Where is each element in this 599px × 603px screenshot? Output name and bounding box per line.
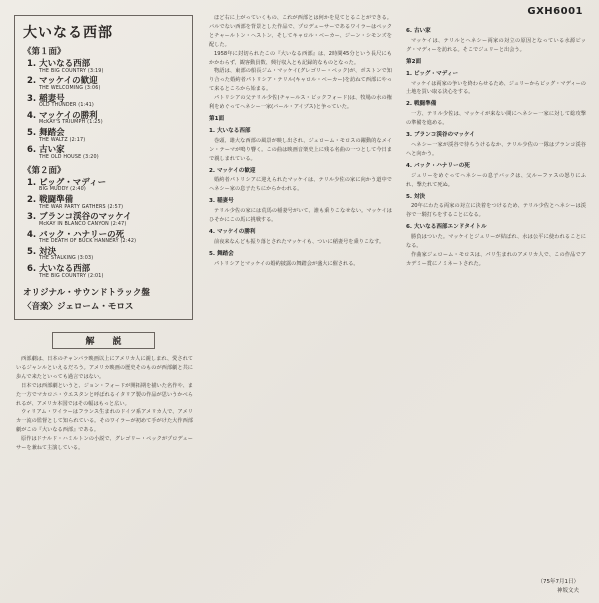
track-english-title: THE BIG COUNTRY (2:01) (39, 273, 104, 279)
commentary-header-a: 解 (85, 337, 95, 347)
tracklist-title: 大いなる西部 (23, 25, 113, 41)
track-item (27, 179, 184, 193)
track-english-title: THE BIG COUNTRY (3:19) (39, 68, 104, 74)
commentary-right-column (406, 24, 586, 572)
track-note-heading: 2. マッケイの歓迎 (209, 167, 256, 174)
commentary-header (52, 332, 155, 349)
track-english-title: THE WAR PARTY GATHERS (2:57) (39, 204, 124, 210)
commentary-paragraph: 日本では西部劇というと、ジョン・フォードが開拓期を描いた名作や、また一方でマカロニ・ウエスタンと呼ばれるイタリア製の作品が思いうかべられるが、アメリカ本国ではその幅はもっと広い。 (16, 382, 193, 407)
side2-label: 《第２面》 (23, 165, 66, 176)
track-note-text: 一方、テリル少佐は、マッケイが来ない間にヘネシー一家に対して総攻撃の準備を進める。 (406, 111, 586, 127)
ost-label: オリジナル・サウンドトラック盤 (23, 287, 150, 298)
signature-date: （75年7月1日） (537, 579, 579, 585)
commentary-left-column (16, 355, 193, 595)
track-item (27, 129, 184, 143)
track-note-text: 婚約者パトリシアに迎えられたマッケイは、テリル少佐の家に向かう道中でヘネシー家の息子たちにからかわれる。 (209, 177, 392, 193)
commentary-paragraph: 物語は、東部の船長ジム・マッケイ(グレゴリー・ペック)が、ボストンで知り合った婚約者パトリシア・テリル(キャロル・ベーカー)を訪ねて西部にやって来るところから始まる。 (209, 68, 392, 93)
track-english-title: THE WELCOMING (3:06) (39, 85, 101, 91)
track-note-text: 勝負はついた。マッケイとジュリーが結ばれ、水は公平に使われることになる。 (406, 234, 586, 250)
track-english-title: OLD THUNDER (1:41) (39, 103, 95, 109)
track-title: 1. ビッグ・マディー (27, 177, 107, 188)
track-title: 4. バック・ハナリーの死 (27, 229, 125, 240)
track-note-text: 20年にわたる両家の対立に決着をつけるため、テリル少佐とヘネシーは渓谷で一騎打ちをすることになる。 (406, 203, 586, 219)
track-item (27, 213, 184, 227)
track-note-text: 前夜来なんども振り落とされたマッケイも、ついに稲妻号を乗りこなす。 (214, 238, 385, 245)
track-title: 5. 対決 (27, 246, 57, 257)
track-note-text: 作曲家ジェローム・モロスは、パリ生まれのアメリカ人で、この作品でアカデミー賞にノミネートされた。 (406, 251, 586, 267)
track-note-heading: 6. 大いなる西部エンドタイトル (406, 224, 487, 231)
track-item (27, 112, 184, 126)
track-note-text: 巻頭、雄大な西部の風景が映し出され、ジェローム・モロスの躍動的なメイン・テーマが鳴り響く。この曲は映画音楽史上に残る名曲の一つとして今日まで親しまれている。 (209, 137, 392, 162)
side1-tracks (23, 60, 184, 161)
catalog-number: GXH6001 (527, 6, 583, 17)
track-note-text: パトリシアとマッケイの婚約披露の舞踏会が盛大に催される。 (214, 260, 359, 267)
commentary-paragraph: ウィリアム・ワイラーはフランス生まれのドイツ系アメリカ人で、アメリカ一流の監督として知られている。そのワイラーが初めて手がけた大作西部劇がこの『大いなる西部』である。 (16, 409, 193, 434)
track-note-text: ヘネシー一家が渓谷で待ちうけるなか、テリル少佐の一隊はブランコ渓谷へと向かう。 (406, 141, 586, 157)
track-note-text: ジュリーをめぐってヘネシーの息子バックは、父ルーファスの怒りにふれ、撃たれて死ぬ。 (406, 172, 586, 188)
track-title: 2. 戦闘準備 (27, 195, 74, 206)
commentary-paragraph: 1958年に封切られたこの『大いなる西部』は、2時間45分という長尺にもかかわらず、観客動員数、興行収入とも記録的なものとなった。 (209, 50, 392, 66)
commentary-paragraph: ほど右に上がっていくもの、これが西部とは何かを見てとることができる。バルでない西部を背景とした作品で、プロデューサーであるワイラーはペックとチャールトン・ヘストン、そしてキャロル・ベーカー、ジーン・シモンズを配した。 (209, 15, 392, 48)
track-item (27, 196, 184, 210)
track-title: 4. マッケイの勝利 (27, 110, 98, 121)
track-note-heading: 2. 戦闘準備 (406, 101, 437, 108)
track-item (27, 248, 184, 262)
signature-block (538, 578, 580, 596)
side2-tracks (23, 179, 184, 280)
track-item (27, 265, 184, 279)
commentary-header-b: 説 (112, 337, 122, 347)
signature-author: 神坂文夫 (556, 588, 579, 594)
section-heading: 第2面 (406, 58, 422, 65)
track-english-title: THE STALKING (3:03) (39, 256, 94, 262)
side1-label: 《第１面》 (23, 47, 66, 57)
track-note-text: マッケイは両家の争いを終わらせるため、ジュリーからビッグ・マディーの土地を買い取る決心をする。 (406, 80, 586, 96)
track-title: 6. 大いなる西部 (27, 264, 91, 275)
track-note-heading: 5. 対決 (406, 193, 426, 200)
section-heading: 第1面 (209, 115, 225, 122)
track-title: 3. 稲妻号 (27, 93, 65, 104)
track-title: 1. 大いなる西部 (27, 59, 91, 69)
track-note-heading: 5. 舞踏会 (209, 250, 234, 257)
track-note-heading: 6. 古い家 (406, 28, 431, 34)
track-english-title: McKAY'S TRIUMPH (1:25) (39, 120, 103, 126)
commentary-paragraph: 原作はドナルド・ハミルトンの小説で、グレゴリー・ペックがプロデューサーを兼ねて主演している。 (16, 436, 193, 452)
track-title: 5. 舞踏会 (27, 128, 65, 139)
track-title: 3. ブランコ渓谷のマッケイ (27, 212, 132, 223)
music-credit: 〈音楽〉ジェローム・モロス (23, 301, 134, 312)
track-english-title: THE WALTZ (2:17) (39, 137, 86, 143)
track-english-title: THE OLD HOUSE (3:20) (39, 154, 99, 160)
track-note-heading: 1. 大いなる西部 (209, 127, 251, 134)
track-note-text: テリル少佐の家には荒馬の稲妻号がいて、誰も乗りこなせない。マッケイはひそかにこの馬に挑戦する。 (209, 208, 392, 224)
track-item (27, 231, 184, 245)
track-note-heading: 3. ブランコ渓谷のマッケイ (406, 132, 475, 139)
track-item (27, 146, 184, 160)
track-english-title: McKAY IN BLANCO CANYON (2:47) (39, 221, 127, 227)
tracklist-box (14, 15, 193, 320)
commentary-paragraph: パトリシアの父テリル少佐(チャールス・ビックフォード)は、牧場の水の権利をめぐってヘネシー一家(バール・アイブス)と争っていた。 (209, 95, 392, 111)
track-title: 2. マッケイの歓迎 (27, 76, 98, 87)
track-item (27, 77, 184, 91)
track-item (27, 95, 184, 109)
track-note-heading: 3. 稲妻号 (209, 198, 234, 205)
commentary-middle-column (209, 14, 392, 598)
track-note-text: マッケイは、テリルとヘネシー両家の対立の原因となっている水源ビッグ・マディーを訪れる。そこでジュリーと出会う。 (406, 37, 586, 53)
track-english-title: BIG MUDDY (2:40) (39, 187, 86, 193)
track-item (27, 60, 184, 74)
track-note-heading: 4. バック・ハナリーの死 (406, 162, 470, 169)
track-english-title: THE DEATH OF BUCK HANNERY (2:42) (39, 239, 137, 245)
commentary-paragraph: 西部劇は、日本のチャンバラ映画以上にアメリカ人に親しまれ、愛されているジャンルといえるだろう。アメリカ映画の歴史そのものが西部劇と共に歩んで来たといっても過言ではない。 (16, 356, 193, 380)
track-note-heading: 1. ビッグ・マディー (406, 70, 459, 77)
track-note-heading: 4. マッケイの勝利 (209, 228, 256, 235)
track-title: 6. 古い家 (27, 145, 65, 156)
